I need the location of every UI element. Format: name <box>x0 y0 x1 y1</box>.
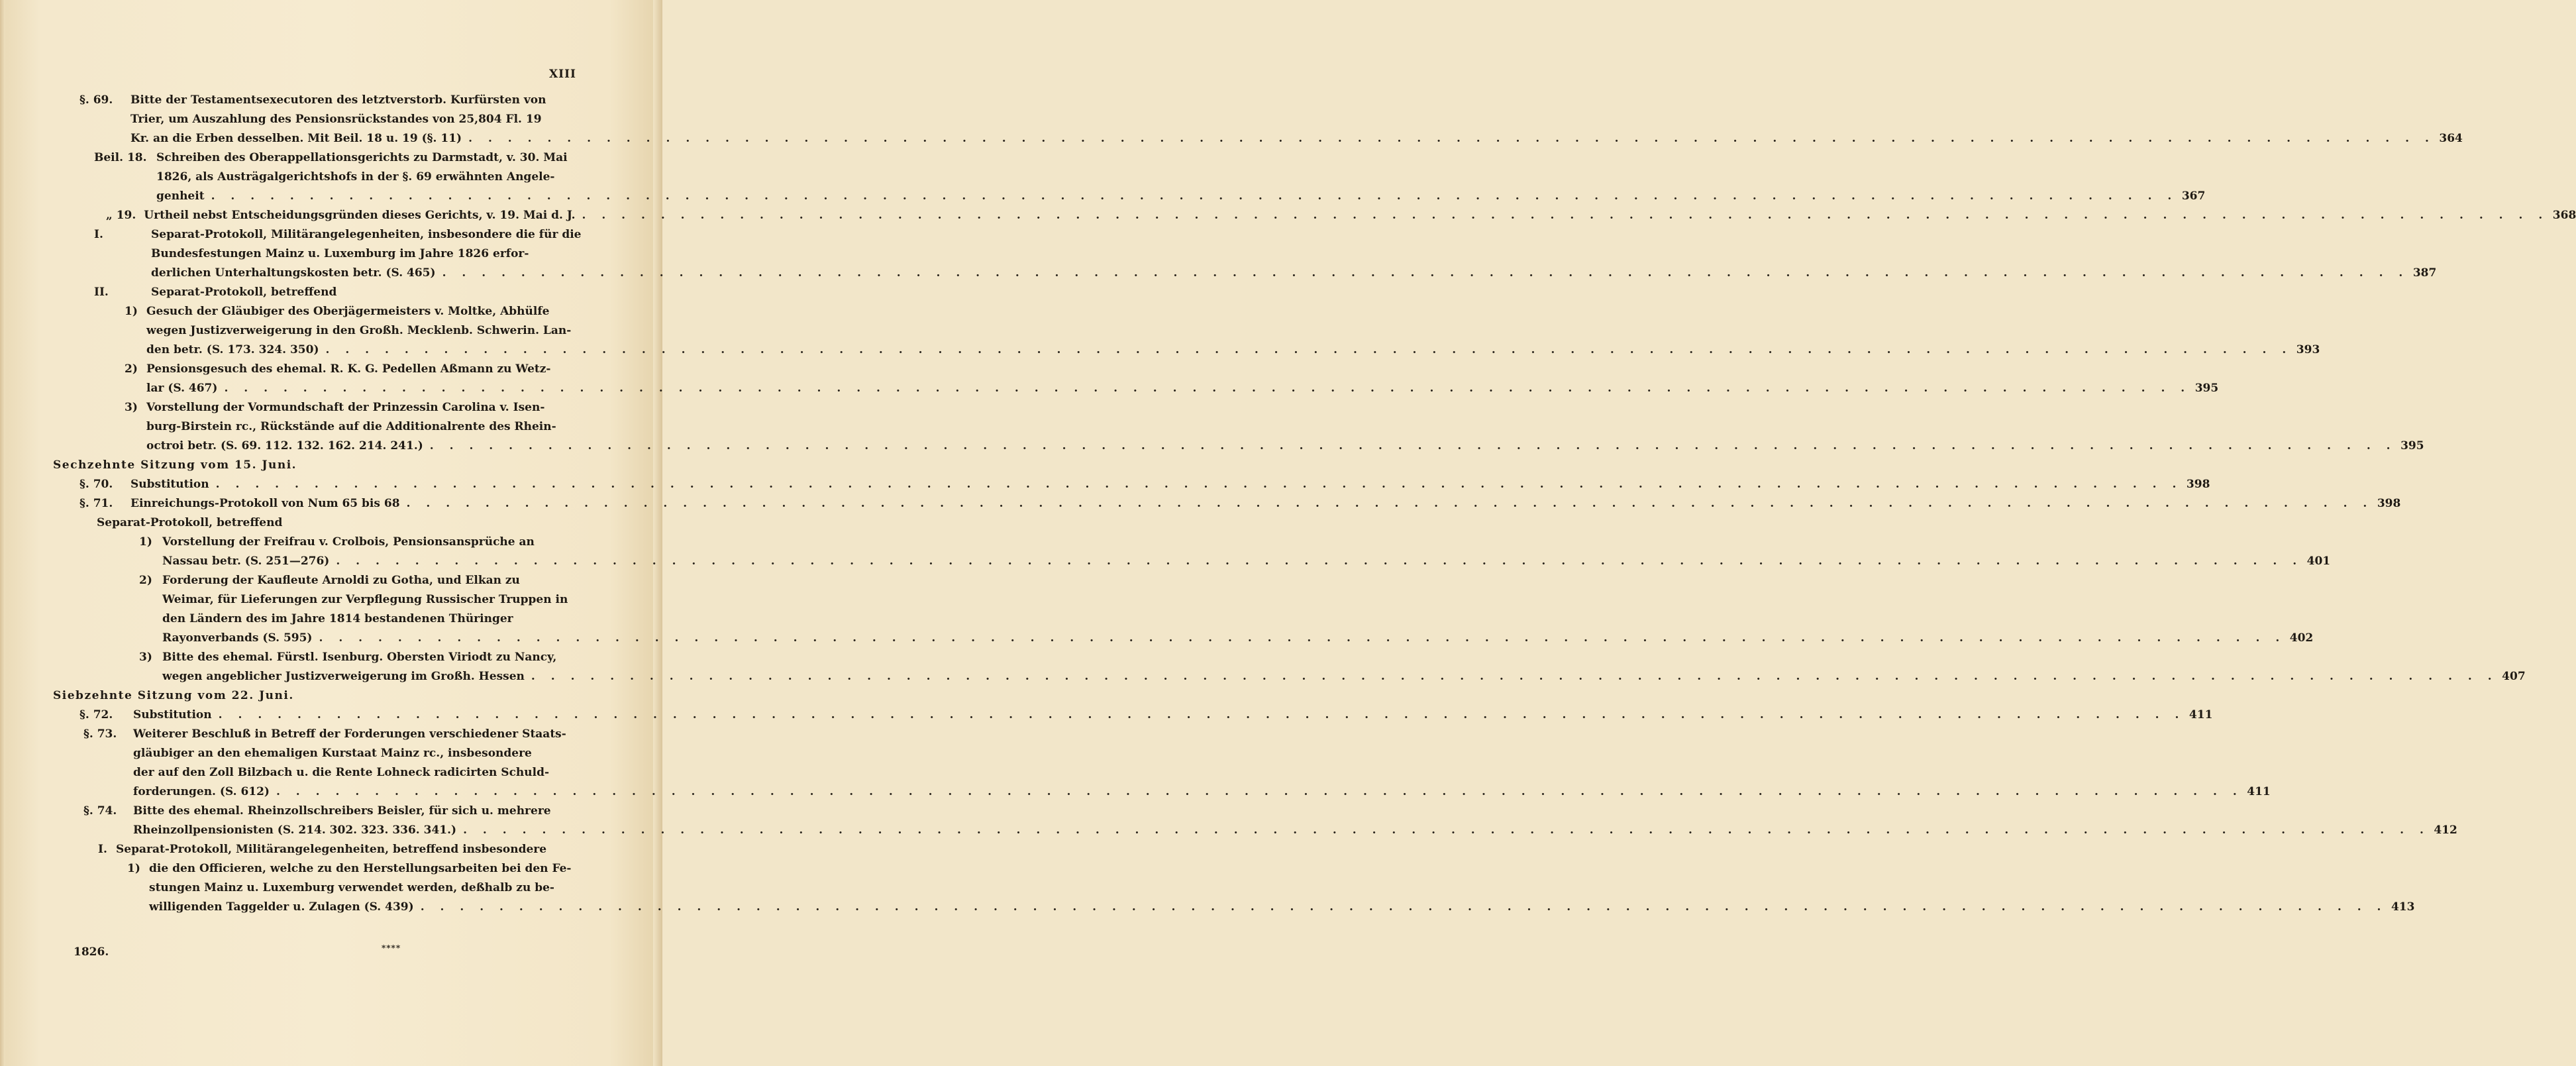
toc-line <box>53 859 583 879</box>
entry-number: 2) <box>139 574 152 587</box>
toc-line <box>53 91 583 110</box>
entry-number: „ 19. <box>106 209 136 222</box>
toc-entry <box>53 840 583 859</box>
entry-text: Rayonverbands (S. 595) <box>162 631 313 645</box>
toc-line <box>53 533 583 552</box>
entry-text: Bitte des ehemal. Rheinzollschreibers Beisler, für sich u. mehrere <box>133 804 551 818</box>
toc-line <box>53 417 583 437</box>
entry-text: derlichen Unterhaltungskosten betr. (S. 465) <box>151 266 436 280</box>
toc-line <box>53 725 583 744</box>
entry-number: §. 69. <box>79 93 113 107</box>
entry-text: 1826, als Austrägalgerichtshofs in der §. 69 erwähnten Angele- <box>156 170 555 184</box>
page-reference: 367 <box>2181 189 2206 203</box>
entry-text: Vorstellung der Freifrau v. Crolbois, Pensionsansprüche an <box>162 535 535 549</box>
toc-line <box>53 571 583 590</box>
entry-number: 3) <box>139 651 152 664</box>
toc-line <box>53 648 583 667</box>
entry-text: Einreichungs-Protokoll von Num 65 bis 68 <box>130 497 400 510</box>
entry-number: 2) <box>125 362 138 376</box>
toc-line <box>53 475 2210 494</box>
toc-entry <box>53 802 2457 840</box>
toc-entry <box>53 148 2206 206</box>
entry-text: Pensionsgesuch des ehemal. R. K. G. Pedellen Aßmann zu Wetz- <box>146 362 551 376</box>
toc-line <box>53 244 583 264</box>
toc-line <box>53 590 583 610</box>
toc-entry <box>53 302 2320 360</box>
toc-line <box>53 840 583 859</box>
toc-entry <box>53 283 583 302</box>
entry-number: §. 70. <box>79 478 113 491</box>
leader-dots <box>209 475 2183 494</box>
toc-line <box>53 802 583 821</box>
toc-line <box>53 667 2526 686</box>
toc-line <box>53 686 583 706</box>
leader-dots <box>576 206 2549 225</box>
toc-line <box>53 206 2576 225</box>
toc-line <box>53 821 2457 840</box>
entry-text: genheit <box>156 189 205 203</box>
entry-text: Bitte des ehemal. Fürstl. Isenburg. Obersten Viriodt zu Nancy, <box>162 651 557 664</box>
toc-entry <box>53 494 2401 513</box>
entry-number: II. <box>94 286 109 299</box>
entry-text: willigenden Taggelder u. Zulagen (S. 439) <box>149 900 414 914</box>
entry-number: §. 71. <box>79 497 113 510</box>
toc-line <box>53 148 583 168</box>
entry-text: die den Officieren, welche zu den Herstellungsarbeiten bei den Fe- <box>149 862 572 875</box>
leader-dots <box>217 379 2190 398</box>
entry-number: §. 73. <box>83 727 117 741</box>
toc-line <box>53 513 583 533</box>
leader-dots <box>329 552 2302 571</box>
entry-text: Siebzehnte Sitzung vom 22. Juni. <box>53 689 294 702</box>
toc-entry <box>53 360 2219 398</box>
footer-year: 1826. <box>74 945 109 959</box>
toc-line <box>53 456 583 475</box>
toc-line <box>53 360 583 379</box>
toc-line <box>53 610 583 629</box>
toc-line <box>53 379 2219 398</box>
entry-text: Nassau betr. (S. 251—276) <box>162 555 330 568</box>
page-reference: 368 <box>2552 209 2576 222</box>
entry-text: Substitution <box>133 708 212 721</box>
toc-line <box>53 264 2437 283</box>
toc-line <box>53 302 583 321</box>
table-of-contents <box>53 91 2576 917</box>
entry-number: 3) <box>125 401 138 414</box>
entry-text: Weimar, für Lieferungen zur Verpflegung Russischer Truppen in <box>162 593 568 606</box>
toc-line <box>53 129 2463 148</box>
page-reference: 398 <box>2377 497 2401 510</box>
toc-entry <box>53 706 2213 725</box>
entry-text: burg-Birstein rc., Rückstände auf die Additionalrente des Rhein- <box>146 420 556 433</box>
entry-text: Schreiben des Oberappellationsgerichts zu Darmstadt, v. 30. Mai <box>156 151 568 164</box>
page-reference: 412 <box>2434 824 2457 837</box>
toc-line <box>53 629 2314 648</box>
toc-line <box>53 744 583 763</box>
toc-line <box>53 225 583 244</box>
entry-text: Bitte der Testamentsexecutoren des letztverstorb. Kurfürsten von <box>130 93 546 107</box>
toc-line <box>53 341 2320 360</box>
entry-text: Substitution <box>130 478 209 491</box>
toc-entry <box>53 859 2415 917</box>
entry-text: Weiterer Beschluß in Betreff der Forderungen verschiedener Staats- <box>133 727 566 741</box>
leader-dots <box>400 494 2373 513</box>
entry-text: Vorstellung der Vormundschaft der Prinzessin Carolina v. Isen- <box>146 401 545 414</box>
toc-line <box>53 898 2415 917</box>
entry-text: Rheinzollpensionisten (S. 214. 302. 323. 336. 341.) <box>133 824 457 837</box>
page-reference: 413 <box>2391 900 2415 914</box>
entry-number: 1) <box>125 305 138 318</box>
leader-dots <box>319 341 2293 360</box>
toc-line <box>53 168 583 187</box>
entry-number: §. 74. <box>83 804 117 818</box>
entry-text: Separat-Protokoll, Militärangelegenheiten, betreffend insbesondere <box>116 843 547 856</box>
entry-text: stungen Mainz u. Luxemburg verwendet werden, deßhalb zu be- <box>149 881 554 894</box>
entry-text: Bundesfestungen Mainz u. Luxemburg im Jahre 1826 erfor- <box>151 247 529 260</box>
toc-entry <box>53 648 2526 686</box>
sitting-heading <box>53 456 583 475</box>
toc-line <box>53 283 583 302</box>
page-reference: 395 <box>2194 382 2219 395</box>
leader-dots <box>456 821 2430 840</box>
toc-line <box>53 187 2206 206</box>
toc-entry <box>53 225 2437 283</box>
toc-line <box>53 552 2331 571</box>
toc-entry <box>53 206 2576 225</box>
leader-dots <box>436 264 2409 283</box>
toc-entry <box>53 571 2314 648</box>
page-reference: 393 <box>2296 343 2320 356</box>
toc-entry <box>53 725 2271 802</box>
leader-dots <box>525 667 2498 686</box>
entry-number: §. 72. <box>79 708 113 721</box>
page-reference: 407 <box>2502 670 2526 683</box>
leader-dots <box>212 706 2185 725</box>
entry-text: wegen Justizverweigerung in den Großh. Mecklenb. Schwerin. Lan- <box>146 324 572 337</box>
footer-signature: **** <box>382 943 401 953</box>
page-reference: 402 <box>2289 631 2314 645</box>
leader-dots <box>270 782 2243 802</box>
entry-number: 1) <box>139 535 152 549</box>
entry-text: der auf den Zoll Bilzbach u. die Rente Lohneck radicirten Schuld- <box>133 766 550 779</box>
leader-dots <box>423 437 2396 456</box>
entry-text: Forderung der Kaufleute Arnoldi zu Gotha, und Elkan zu <box>162 574 520 587</box>
entry-text: Trier, um Auszahlung des Pensionsrückstandes von 25,804 Fl. 19 <box>130 113 542 126</box>
toc-line <box>53 321 583 341</box>
entry-text: Sechzehnte Sitzung vom 15. Juni. <box>53 458 297 472</box>
page-reference: 411 <box>2189 708 2213 721</box>
toc-line <box>53 879 583 898</box>
entry-text: Separat-Protokoll, Militärangelegenheiten, insbesondere die für die <box>151 228 582 241</box>
toc-entry <box>53 513 583 533</box>
page-reference: 398 <box>2186 478 2210 491</box>
entry-text: den Ländern des im Jahre 1814 bestandenen Thüringer <box>162 612 513 625</box>
entry-text: gläubiger an den ehemaligen Kurstaat Mainz rc., insbesondere <box>133 747 532 760</box>
entry-text: Urtheil nebst Entscheidungsgründen dieses Gerichts, v. 19. Mai d. J. <box>144 209 576 222</box>
toc-line <box>53 398 583 417</box>
toc-entry <box>53 398 2424 456</box>
entry-text: lar (S. 467) <box>146 382 218 395</box>
leader-dots <box>205 187 2178 206</box>
toc-line <box>53 763 583 782</box>
entry-number: I. <box>94 228 103 241</box>
entry-text: wegen angeblicher Justizverweigerung im Großh. Hessen <box>162 670 525 683</box>
leader-dots <box>462 129 2435 148</box>
entry-text: Kr. an die Erben desselben. Mit Beil. 18 u. 19 (§. 11) <box>130 132 462 145</box>
entry-text: octroi betr. (S. 69. 112. 132. 162. 214. 241.) <box>146 439 423 453</box>
leader-dots <box>312 629 2285 648</box>
toc-entry <box>53 533 2331 571</box>
toc-line <box>53 494 2401 513</box>
toc-line <box>53 706 2213 725</box>
toc-line <box>53 782 2271 802</box>
entry-number: I. <box>98 843 107 856</box>
entry-text: Separat-Protokoll, betreffend <box>151 286 337 299</box>
page-reference: 364 <box>2439 132 2463 145</box>
entry-text: forderungen. (S. 612) <box>133 785 270 798</box>
leader-dots <box>414 898 2387 917</box>
entry-number: 1) <box>127 862 140 875</box>
sitting-heading <box>53 686 583 706</box>
page-number: XIII <box>548 68 576 81</box>
toc-entry <box>53 91 2463 148</box>
page-reference: 387 <box>2412 266 2437 280</box>
page-edge-left <box>0 0 5 1066</box>
page-reference: 395 <box>2400 439 2424 453</box>
page-reference: 401 <box>2306 555 2331 568</box>
toc-line <box>53 110 583 129</box>
toc-entry <box>53 475 2210 494</box>
entry-text: Gesuch der Gläubiger des Oberjägermeisters v. Moltke, Abhülfe <box>146 305 550 318</box>
page-reference: 411 <box>2247 785 2271 798</box>
toc-line <box>53 437 2424 456</box>
entry-text: den betr. (S. 173. 324. 350) <box>146 343 319 356</box>
entry-text: Separat-Protokoll, betreffend <box>97 516 283 529</box>
entry-number: Beil. 18. <box>94 151 147 164</box>
